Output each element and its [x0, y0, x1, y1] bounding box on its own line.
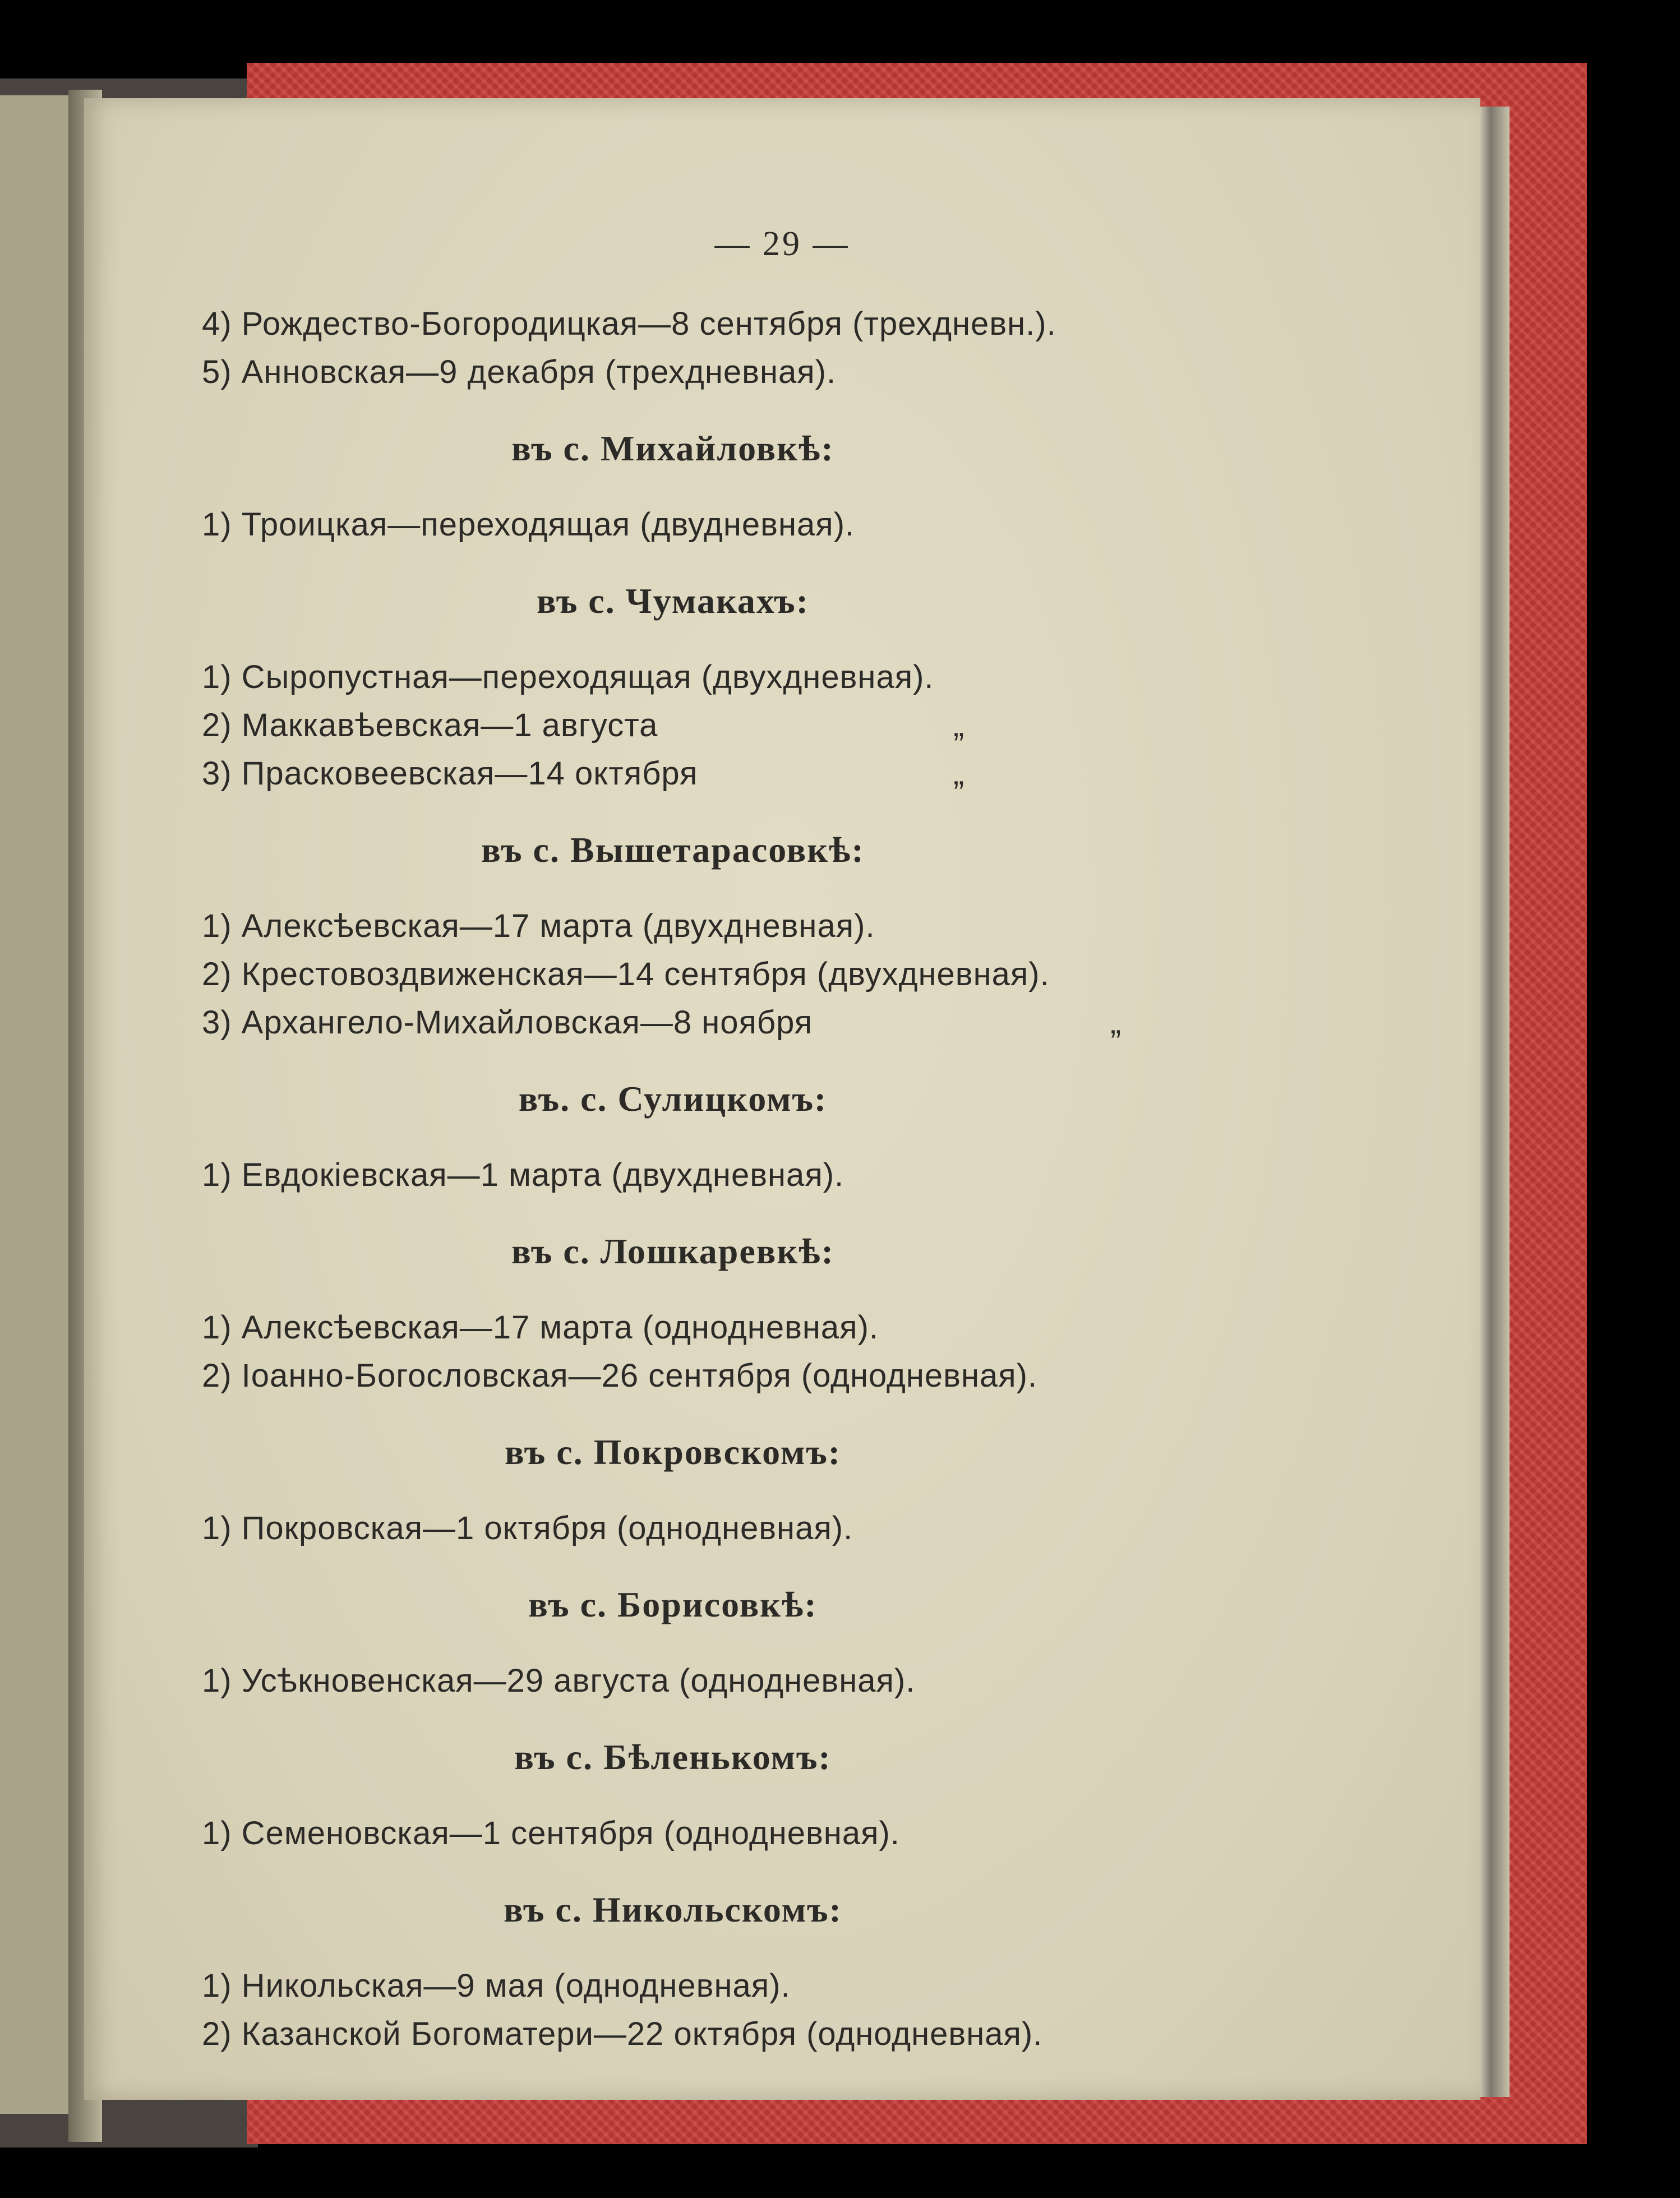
item-text: 1) Сыропустная—переходящая (двухдневная).: [202, 659, 934, 695]
list-item: [202, 1151, 1458, 1199]
list-item: [202, 348, 1458, 396]
section: [202, 428, 1458, 549]
section: [202, 300, 1458, 396]
item-text: 2) Маккавѣевская—1 августа: [202, 707, 658, 744]
list-item: [202, 1504, 1458, 1553]
item-text: 1) Алексѣевская—17 марта (однодневная).: [202, 1309, 879, 1346]
book-page: [84, 98, 1480, 2100]
section: [202, 580, 1458, 798]
section: [202, 1889, 1458, 2058]
item-text: 5) Анновская—9 декабря (трехдневная).: [202, 354, 837, 390]
item-text: 1) Никольская—9 мая (однодневная).: [202, 1968, 791, 2004]
village-heading: въ с. Лошкаревкѣ:: [511, 1231, 834, 1271]
item-text: 1) Троицкая—переходящая (двудневная).: [202, 506, 855, 543]
list-item: [202, 1962, 1458, 2010]
list-item: [202, 1304, 1458, 1352]
item-text: 3) Архангело-Михайловская—8 ноября: [202, 1004, 813, 1041]
page-stack-edge: [1478, 107, 1510, 2097]
list-item: [202, 501, 1458, 549]
item-text: 2) Іоанно-Богословская—26 сентября (однодневная).: [202, 1357, 1038, 1394]
village-heading: въ с. Покровскомъ:: [504, 1432, 842, 1472]
section: [202, 1231, 1458, 1400]
list-item: [202, 701, 1458, 750]
item-text: 1) Семеновская—1 сентября (однодневная).: [202, 1815, 900, 1851]
ditto-mark: „: [953, 707, 965, 744]
item-text: 3) Прасковеевская—14 октября: [202, 755, 698, 792]
list-item: [202, 1809, 1458, 1858]
item-text: 2) Казанской Богоматери—22 октября (однодневная).: [202, 2016, 1043, 2052]
list-item: [202, 300, 1458, 348]
list-item: [202, 653, 1458, 701]
village-heading: въ с. Вышетарасовкѣ:: [481, 830, 865, 870]
village-heading: въ с. Бѣленькомъ:: [514, 1737, 832, 1777]
village-heading: въ с. Чумакахъ:: [536, 581, 810, 621]
section: [202, 1737, 1458, 1858]
page-content: [202, 300, 1458, 2058]
village-heading: въ с. Михайловкѣ:: [511, 428, 834, 468]
section: [202, 1584, 1458, 1705]
section: [202, 1078, 1458, 1199]
list-item: [202, 2010, 1458, 2058]
village-heading: въ. с. Сулицкомъ:: [518, 1079, 828, 1119]
section: [202, 829, 1458, 1047]
list-item: [202, 750, 1458, 798]
list-item: [202, 950, 1458, 999]
item-text: 4) Рождество-Богородицкая—8 сентября (трехдневн.).: [202, 306, 1056, 342]
list-item: [202, 1657, 1458, 1705]
item-text: 1) Евдокіевская—1 марта (двухдневная).: [202, 1157, 844, 1193]
list-item: [202, 902, 1458, 950]
village-heading: въ с. Никольскомъ:: [504, 1890, 842, 1929]
item-text: 1) Покровская—1 октября (однодневная).: [202, 1510, 853, 1546]
village-heading: въ с. Борисовкѣ:: [528, 1585, 818, 1624]
list-item: [202, 999, 1458, 1047]
ditto-mark: „: [1110, 1004, 1122, 1041]
page-number: — 29 —: [714, 225, 850, 263]
list-item: [202, 1352, 1458, 1400]
section: [202, 1432, 1458, 1553]
item-text: 2) Крестовоздвиженская—14 сентября (двухдневная).: [202, 956, 1050, 992]
item-text: 1) Усѣкновенская—29 августа (однодневная).: [202, 1663, 916, 1699]
item-text: 1) Алексѣевская—17 марта (двухдневная).: [202, 908, 875, 944]
ditto-mark: „: [953, 755, 965, 792]
